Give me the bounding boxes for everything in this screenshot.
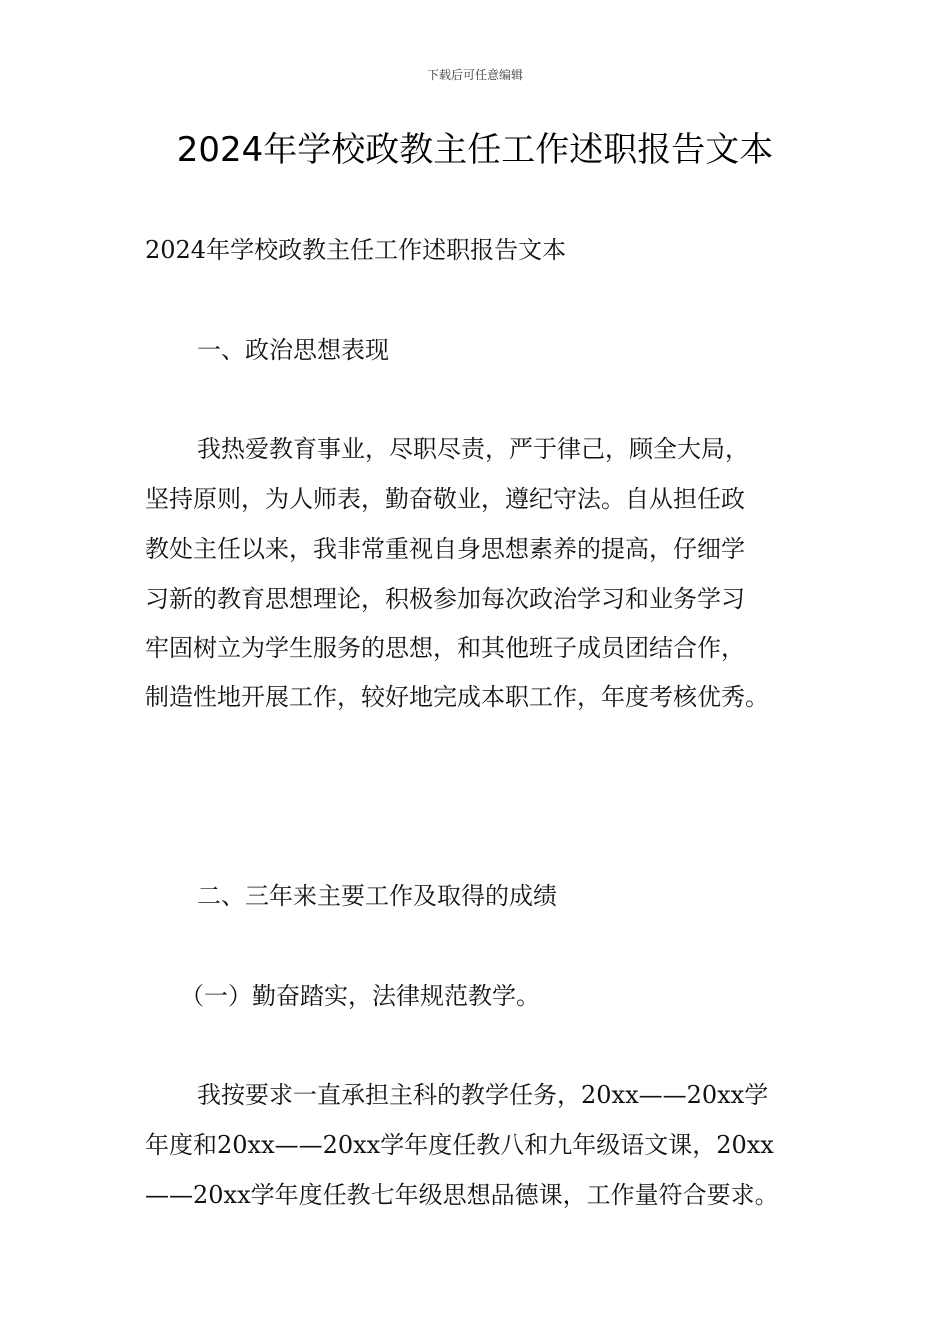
paragraph-line: 坚持原则，为人师表，勤奋敬业，遵纪守法。自从担任政 (145, 485, 745, 513)
document-subtitle: 2024年学校政教主任工作述职报告文本 (145, 236, 567, 264)
paragraph-line: 教处主任以来，我非常重视自身思想素养的提高，仔细学 (145, 535, 745, 563)
header-note: 下载后可任意编辑 (426, 68, 523, 82)
paragraph-line: 制造性地开展工作，较好地完成本职工作，年度考核优秀。 (145, 683, 769, 711)
paragraph-line: ——20xx学年度任教七年级思想品德课，工作量符合要求。 (145, 1181, 779, 1209)
paragraph-line: 我按要求一直承担主科的教学任务，20xx——20xx学 (197, 1081, 769, 1109)
paragraph-line: 习新的教育思想理论，积极参加每次政治学习和业务学习 (145, 585, 745, 613)
section2-heading: 二、三年来主要工作及取得的成绩 (197, 882, 557, 910)
document-title: 2024年学校政教主任工作述职报告文本 (176, 130, 774, 170)
paragraph-line: 我热爱教育事业，尽职尽责，严于律己，顾全大局， (197, 435, 749, 463)
paragraph-line: 年度和20xx——20xx学年度任教八和九年级语文课，20xx (145, 1131, 774, 1159)
paragraph-line: 牢固树立为学生服务的思想，和其他班子成员团结合作， (145, 634, 745, 662)
section1-heading: 一、政治思想表现 (197, 336, 389, 364)
section2-subheading: （一）勤奋踏实，法律规范教学。 (180, 982, 540, 1010)
